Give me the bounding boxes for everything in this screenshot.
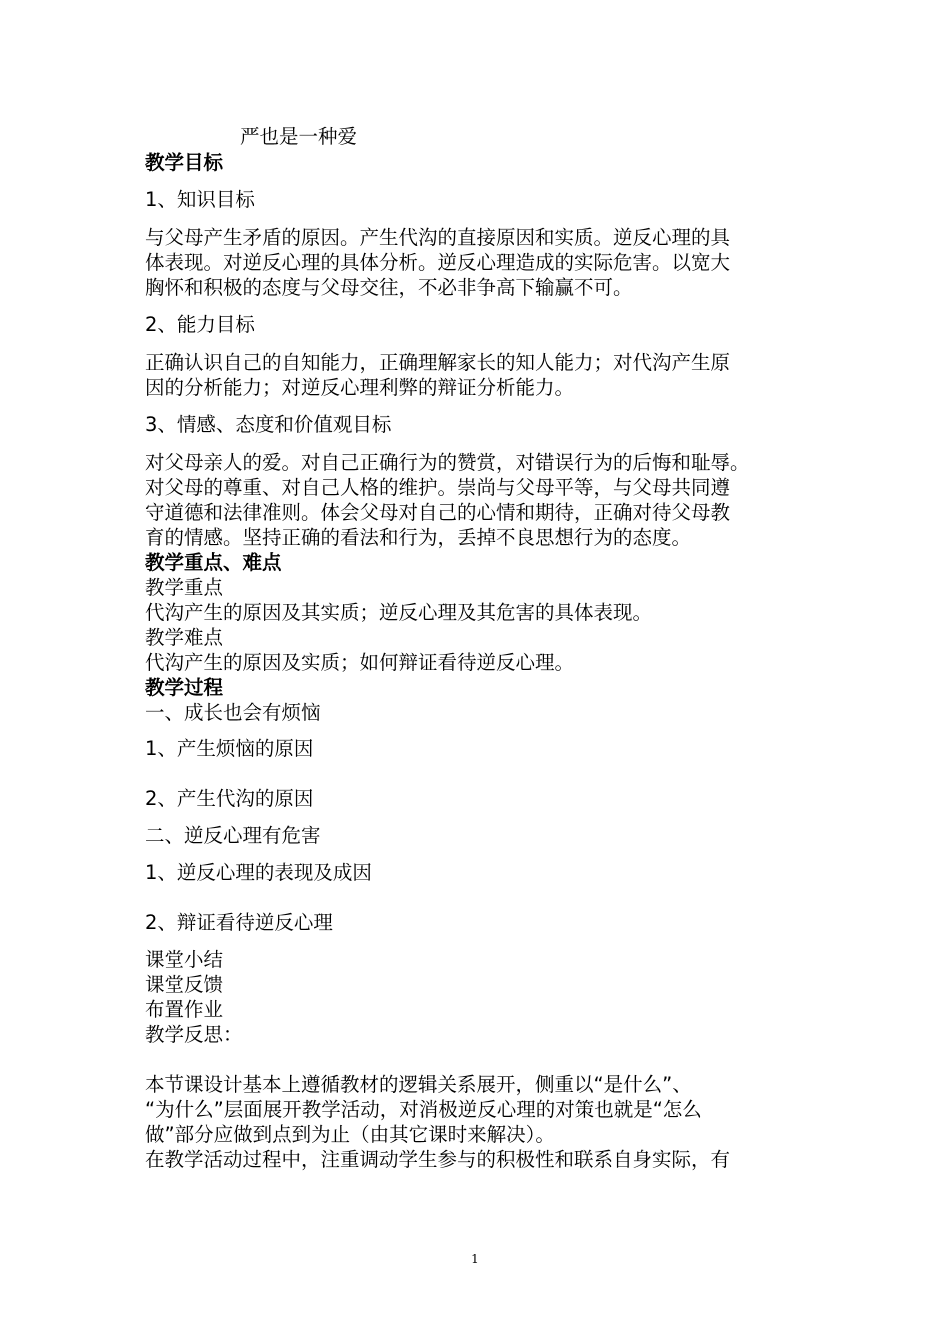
- document-title: 严也是一种爱: [240, 125, 358, 148]
- paragraph-line: 正确认识自己的自知能力，正确理解家长的知人能力；对代沟产生原: [145, 351, 731, 374]
- goals-heading: 教学目标: [145, 151, 224, 174]
- knowledge-heading: 1、知识目标: [145, 188, 255, 211]
- section-item: 1、逆反心理的表现及成因: [145, 861, 372, 884]
- difficulty-text: 代沟产生的原因及实质；如何辩证看待逆反心理。: [145, 651, 575, 674]
- homework-label: 布置作业: [145, 998, 224, 1021]
- paragraph-line: 育的情感。坚持正确的看法和行为，丢掉不良思想行为的态度。: [145, 526, 692, 549]
- paragraph-line: 守道德和法律准则。体会父母对自己的心情和期待，正确对待父母教: [145, 501, 731, 524]
- keypoints-heading: 教学重点、难点: [145, 551, 282, 574]
- ability-heading: 2、能力目标: [145, 313, 255, 336]
- reflection-label: 教学反思：: [145, 1023, 243, 1046]
- paragraph-line: 本节课设计基本上遵循教材的逻辑关系展开，侧重以“是什么”、: [145, 1073, 692, 1096]
- summary-label: 课堂小结: [145, 948, 224, 971]
- section-item: 2、产生代沟的原因: [145, 787, 314, 810]
- feedback-label: 课堂反馈: [145, 973, 224, 996]
- section-heading: 二、逆反心理有危害: [145, 824, 321, 847]
- focus-label: 教学重点: [145, 576, 224, 599]
- paragraph-line: 对父母亲人的爱。对自己正确行为的赞赏，对错误行为的后悔和耻辱。: [145, 451, 750, 474]
- difficulty-label: 教学难点: [145, 626, 224, 649]
- paragraph-line: “为什么”层面展开教学活动，对消极逆反心理的对策也就是“怎么: [145, 1098, 702, 1121]
- focus-text: 代沟产生的原因及其实质；逆反心理及其危害的具体表现。: [145, 601, 653, 624]
- paragraph-line: 对父母的尊重、对自己人格的维护。崇尚与父母平等，与父母共同遵: [145, 476, 731, 499]
- paragraph-line: 因的分析能力；对逆反心理利弊的辩证分析能力。: [145, 376, 575, 399]
- paragraph-line: 胸怀和积极的态度与父母交往，不必非争高下输赢不可。: [145, 276, 633, 299]
- emotion-heading: 3、情感、态度和价值观目标: [145, 413, 392, 436]
- section-item: 2、辩证看待逆反心理: [145, 911, 333, 934]
- page-number: 1: [471, 1252, 479, 1266]
- process-heading: 教学过程: [145, 676, 224, 699]
- section-heading: 一、成长也会有烦恼: [145, 701, 321, 724]
- section-item: 1、产生烦恼的原因: [145, 737, 314, 760]
- paragraph-line: 做”部分应做到点到为止（由其它课时来解决）。: [145, 1123, 555, 1146]
- paragraph-line: 体表现。对逆反心理的具体分析。逆反心理造成的实际危害。以宽大: [145, 251, 731, 274]
- paragraph-line: 在教学活动过程中，注重调动学生参与的积极性和联系自身实际，有: [145, 1148, 731, 1171]
- paragraph-line: 与父母产生矛盾的原因。产生代沟的直接原因和实质。逆反心理的具: [145, 226, 731, 249]
